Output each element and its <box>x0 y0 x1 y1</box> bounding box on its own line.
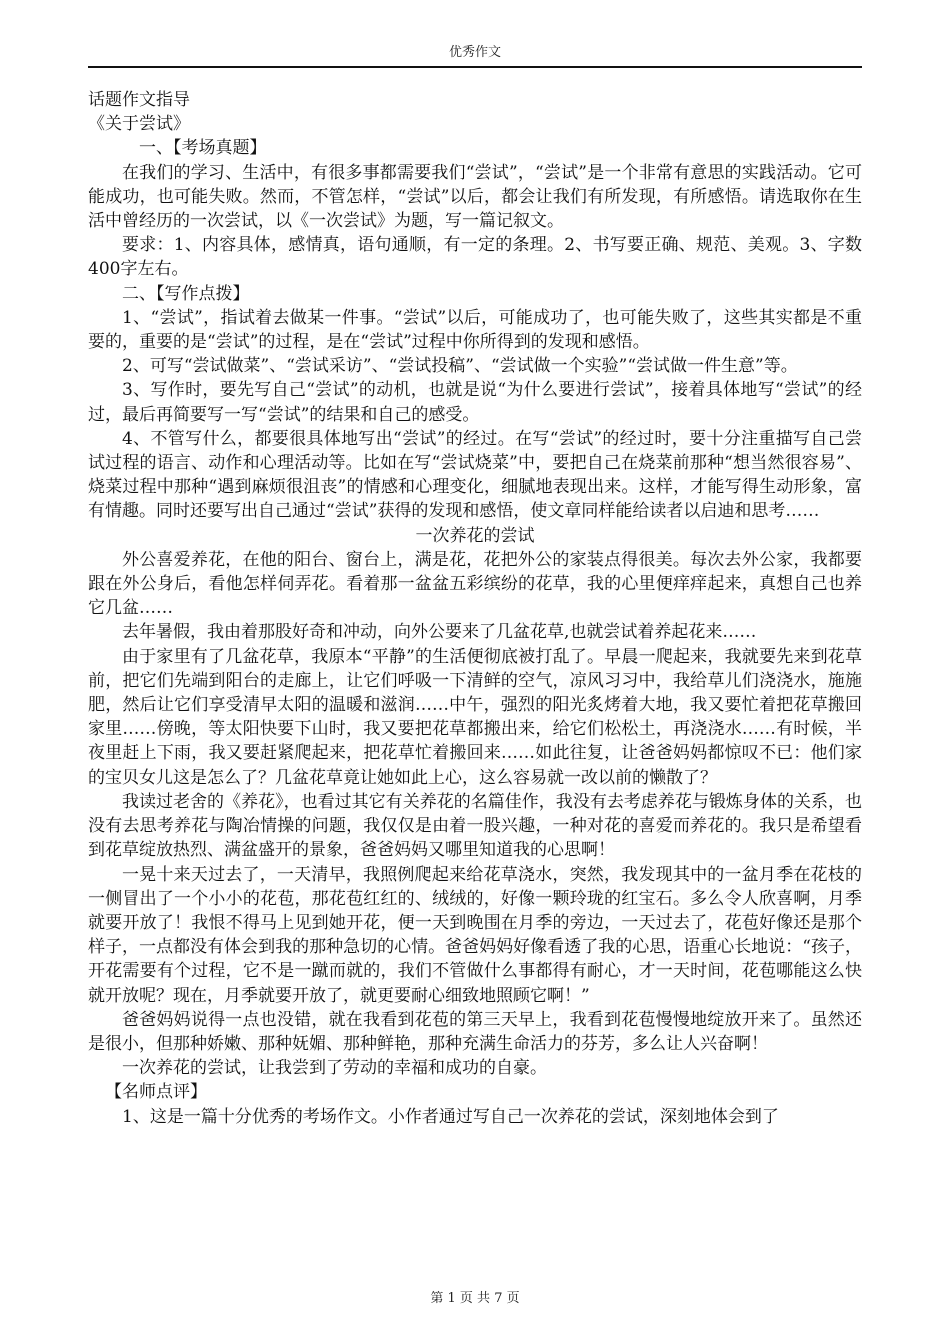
review-paragraph: 1、这是一篇十分优秀的考场作文。小作者通过写自己一次养花的尝试，深刻地体会到了 <box>122 1106 779 1127</box>
tip-paragraph: 1、“尝试”，指试着去做某一件事。“尝试”以后，可能成功了，也可能失败了，这些其实都是不重要的，重要的是“尝试”的过程，是在“尝试”过程中你所得到的发现和感悟。 <box>88 307 862 353</box>
topic-title: 《关于尝试》 <box>88 114 190 135</box>
page-number: 第 1 页 共 7 页 <box>430 1291 520 1306</box>
tip-paragraph: 3、写作时，要先写自己“尝试”的动机，也就是说“为什么要进行尝试”，接着具体地写“尝试”的经过，最后再简要写一写“尝试”的结果和自己的感受。 <box>88 380 862 425</box>
section-heading-tips: 二、【写作点拨】 <box>122 283 250 304</box>
review-heading: 【名师点评】 <box>105 1082 207 1103</box>
essay-paragraph: 爸爸妈妈说得一点也没错，就在我看到花苞的第三天早上，我看到花苞慢慢地绽放开来了。虽然还是很小，但那种娇嫩、那种妩媚、那种鲜艳，那种充满生命活力的芬芳，多么让人兴奋啊！ <box>88 1009 862 1054</box>
prompt-requirements: 要求：1、内容具体，感情真，语句通顺，有一定的条理。2、书写要正确、规范、美观。3、字数400字左右。 <box>88 235 862 280</box>
tip-paragraph: 2、可写“尝试做菜”、“尝试采访”、“尝试投稿”、“尝试做一个实验”“尝试做一件生意”等。 <box>122 356 798 377</box>
prompt-paragraph: 在我们的学习、生活中，有很多事都需要我们“尝试”，“尝试”是一个非常有意思的实践活动。它可能成功，也可能失败。然而，不管怎样，“尝试”以后，都会让我们有所发现，有所感悟。请选取你在生活中曾经历的一次尝试，以《一次尝试》为题，写一篇记叙文。 <box>88 162 862 232</box>
essay-paragraph: 一次养花的尝试，让我尝到了劳动的幸福和成功的自豪。 <box>122 1058 547 1079</box>
tip-paragraph: 4、不管写什么，都要很具体地写出“尝试”的经过。在写“尝试”的经过时，要十分注重描写自己尝试过程的语言、动作和心理活动等。比如在写“尝试烧菜”中，要把自己在烧菜前那种“想当然很容易”、烧菜过程中那种“遇到麻烦很沮丧”的情感和心理变化，细腻地表现出来。这样，才能写得生动形象，富有情趣。同时还要写出自己通过“尝试”获得的发现和感悟，使文章同样能给读者以启迪和思考…… <box>88 428 862 522</box>
header-divider <box>88 66 862 68</box>
essay-paragraph: 一晃十来天过去了，一天清早，我照例爬起来给花草浇水，突然，我发现其中的一盆月季在花枝的一侧冒出了一个小小的花苞，那花苞红红的、绒绒的，好像一颗玲珑的红宝石。多么令人欣喜啊，月季就要开放了！我恨不得马上见到她开花，便一天到晚围在月季的旁边，一天过去了，花苞好像还是那个样子，一点都没有体会到我的那种急切的心情。爸爸妈妈好像看透了我的心思，语重心长地说：“孩子，开花需要有个过程，它不是一蹴而就的，我们不管做什么事都得有耐心，才一天时间，花苞哪能这么快就开放呢？现在，月季就要开放了，就更要耐心细致地照顾它啊！” <box>88 864 862 1006</box>
essay-paragraph: 由于家里有了几盆花草，我原本“平静”的生活便彻底被打乱了。早晨一爬起来，我就要先来到花草前，把它们先端到阳台的走廊上，让它们呼吸一下清鲜的空气，凉风习习中，我给草儿们浇浇水，施施肥，然后让它们享受清早太阳的温暖和滋润……中午，强烈的阳光炙烤着大地，我又要忙着把花草搬回家里……傍晚，等太阳快要下山时，我又要把花草都搬出来，给它们松松土，再浇浇水……有时候，半夜里赶上下雨，我又要赶紧爬起来，把花草忙着搬回来……如此往复，让爸爸妈妈都惊叹不已：他们家的宝贝女儿这是怎么了？几盆花草竟让她如此上心，这么容易就一改以前的懒散了？ <box>88 646 862 788</box>
page-header: 优秀作文 <box>448 45 501 60</box>
essay-paragraph: 去年暑假，我由着那股好奇和冲动，向外公要来了几盆花草,也就尝试着养起花来…… <box>122 622 757 643</box>
essay-paragraph: 我读过老舍的《养花》，也看过其它有关养花的名篇佳作，我没有去考虑养花与锻炼身体的关系，也没有去思考养花与陶冶情操的问题，我仅仅是由着一股兴趣，一种对花的喜爱而养花的。我只是希望看到花草绽放热烈、满盆盛开的景象，爸爸妈妈又哪里知道我的心思啊！ <box>88 791 862 861</box>
essay-title: 一次养花的尝试 <box>415 525 535 546</box>
essay-paragraph: 外公喜爱养花，在他的阳台、窗台上，满是花，花把外公的家装点得很美。每次去外公家，我都要跟在外公身后，看他怎样伺弄花。看着那一盆盆五彩缤纷的花草，我的心里便痒痒起来，真想自己也养它几盆…… <box>88 549 862 619</box>
section-heading-exam: 一、【考场真题】 <box>139 138 267 159</box>
guide-title: 话题作文指导 <box>88 90 190 110</box>
document-body <box>88 88 862 1129</box>
